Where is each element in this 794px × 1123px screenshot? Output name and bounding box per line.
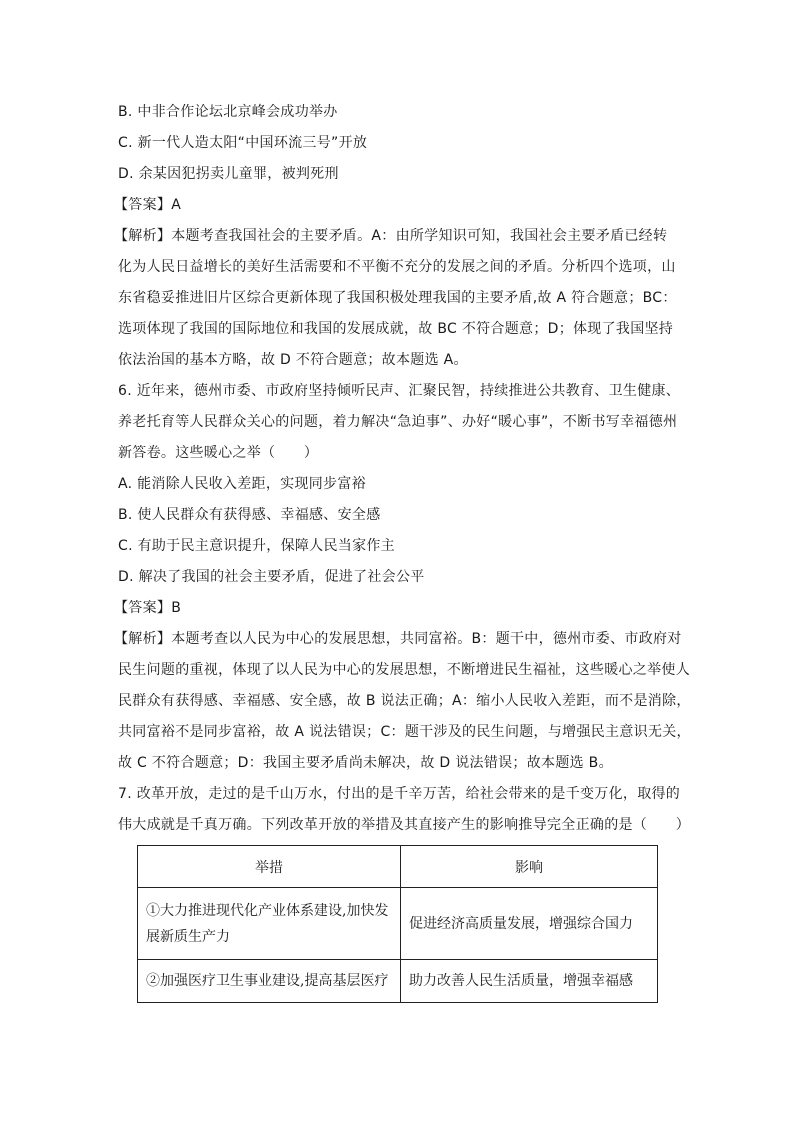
question-7-line2: 伟大成就是千真万确。下列改革开放的举措及其直接产生的影响推导完全正确的是（ ） <box>118 817 690 833</box>
option-b-q5: B. 中非合作论坛北京峰会成功举办 <box>118 104 338 120</box>
option-c-q6: C. 有助于民主意识提升，保障人民当家作主 <box>118 538 395 554</box>
table-header-row <box>138 846 658 888</box>
answer-q6: 【答案】B <box>114 600 182 616</box>
analysis-q5-line4: 选项体现了我国的国际地位和我国的发展成就，故 BC 不符合题意；D；体现了我国坚持 <box>118 321 674 337</box>
question-6-line3: 新答卷。这些暖心之举（ ） <box>118 445 319 461</box>
analysis-q5-line3: 东省稳妥推进旧片区综合更新体现了我国积极处理我国的主要矛盾,故 A 符合题意；BC： <box>118 290 677 306</box>
table-header-measure: 举措 <box>138 846 401 888</box>
analysis-q6-line5: 故 C 不符合题意；D：我国主要矛盾尚未解决，故 D 说法错误；故本题选 B。 <box>118 755 613 771</box>
analysis-q5-line5: 依法治国的基本方略，故 D 不符合题意；故本题选 A。 <box>118 352 468 368</box>
option-d-q5: D. 余某因犯拐卖儿童罪，被判死刑 <box>118 166 339 182</box>
table-row <box>138 960 658 1003</box>
table-header-impact: 影响 <box>401 846 658 888</box>
analysis-q6-line3: 民群众有获得感、幸福感、安全感，故 B 说法正确；A：缩小人民收入差距，而不是消除， <box>118 693 691 709</box>
analysis-q5-line2: 化为人民日益增长的美好生活需要和不平衡不充分的发展之间的矛盾。分析四个选项，山 <box>118 259 676 275</box>
answer-q5: 【答案】A <box>114 197 182 213</box>
question-6-line2: 养老托育等人民群众关心的问题，着力解决“急迫事”、办好“暖心事”，不断书写幸福德州 <box>118 414 678 430</box>
table-cell-impact: 促进经济高质量发展，增强综合国力 <box>401 888 658 960</box>
question-7-line1: 7. 改革开放，走过的是千山万水，付出的是千辛万苦，给社会带来的是千变万化，取得的 <box>118 786 681 802</box>
measures-impact-table <box>137 845 658 1003</box>
table-cell-measure: ②加强医疗卫生事业建设,提高基层医疗 <box>138 960 401 1003</box>
analysis-q6-line4: 共同富裕不是同步富裕，故 A 说法错误；C：题干涉及的民生问题，与增强民主意识无关， <box>118 724 691 740</box>
question-6-line1: 6. 近年来，德州市委、市政府坚持倾听民声、汇聚民智，持续推进公共教育、卫生健康、 <box>118 383 681 399</box>
analysis-q6-line2: 民生问题的重视，体现了以人民为中心的发展思想，不断增进民生福祉，这些暖心之举使人 <box>118 662 690 678</box>
table-row <box>138 888 658 960</box>
option-a-q6: A. 能消除人民收入差距，实现同步富裕 <box>118 476 366 492</box>
option-b-q6: B. 使人民群众有获得感、幸福感、安全感 <box>118 507 381 523</box>
table-cell-impact: 助力改善人民生活质量，增强幸福感 <box>401 960 658 1003</box>
table-cell-measure: ①大力推进现代化产业体系建设,加快发展新质生产力 <box>138 888 401 960</box>
option-c-q5: C. 新一代人造太阳“中国环流三号”开放 <box>118 135 368 151</box>
option-d-q6: D. 解决了我国的社会主要矛盾，促进了社会公平 <box>118 569 425 585</box>
analysis-q6-line1: 【解析】本题考查以人民为中心的发展思想，共同富裕。B：题干中，德州市委、市政府对 <box>114 631 682 647</box>
analysis-q5-line1: 【解析】本题考查我国社会的主要矛盾。A：由所学知识可知，我国社会主要矛盾已经转 <box>114 228 668 244</box>
